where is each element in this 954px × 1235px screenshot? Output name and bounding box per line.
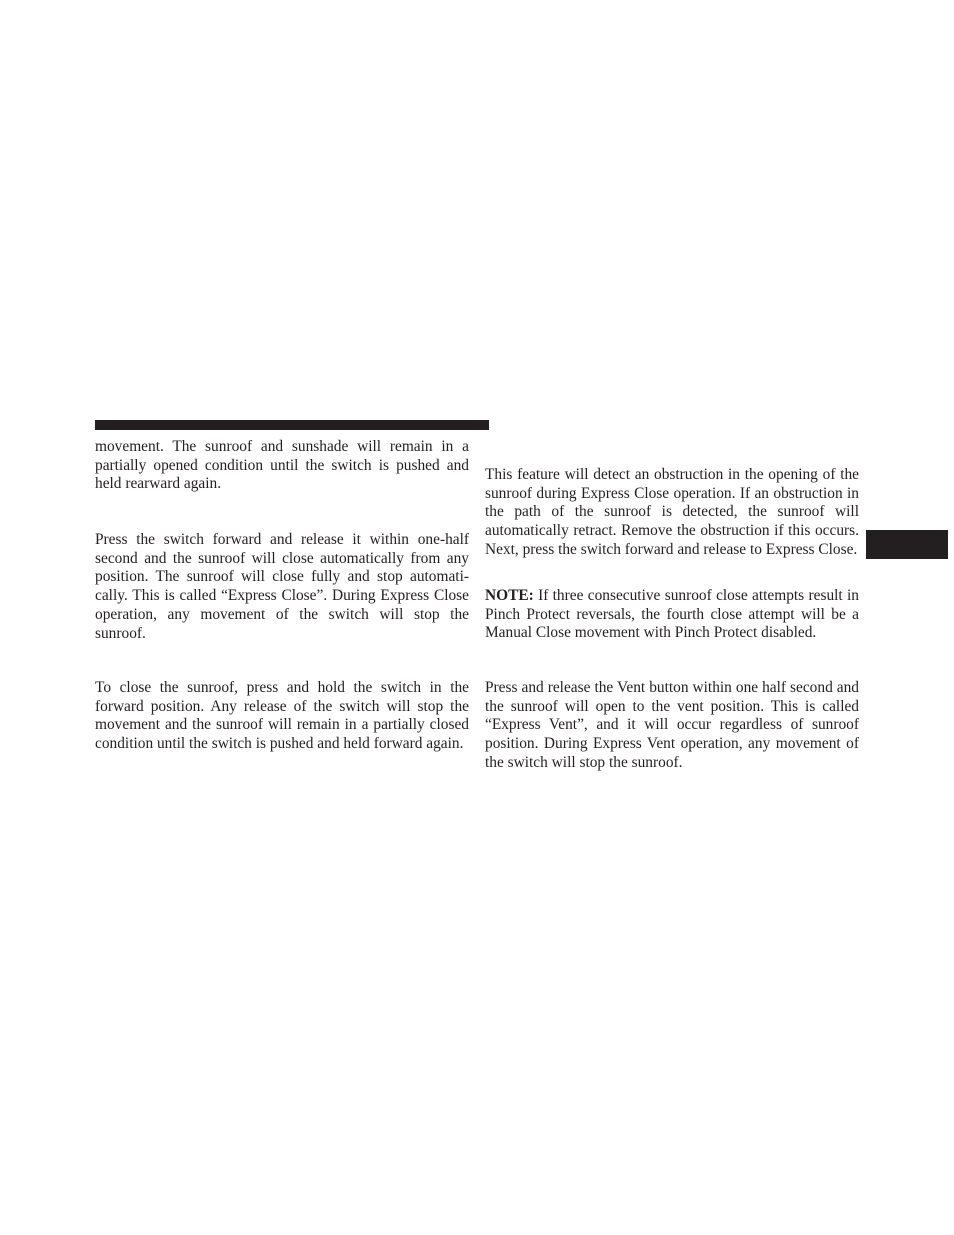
header-rule — [95, 420, 489, 430]
right-note — [485, 587, 859, 643]
left-paragraph-manual-close: To close the sunroof, press and hold the switch in the forward position. Any release of the switch will stop the movement and the sunroof will remain in a partially closed condition until the switch is pushed and held forward again. — [95, 679, 469, 753]
right-paragraph-pinch-protect: This feature will detect an obstruction in the opening of the sunroof during Express Close operation. If an obstruction in the path of the sunroof is detected, the sunroof will automatically retract. Remove the obstruction if this occurs. Next, press the switch forward and release to Express Close. — [485, 466, 859, 558]
note-text: If three consecutive sunroof close attempts result in Pinch Protect reversals, the fourth close attempt will be a Manual Close movement with Pinch Protect disabled. — [485, 587, 859, 642]
note-label: NOTE: — [485, 587, 534, 604]
left-paragraph-express-close: Press the switch forward and release it within one-half second and the sunroof will close automatically from any position. The sunroof will close fully and stop automatically. This is called “Express Close”. During Express Close operation, any movement of the switch will stop the sunroof. — [95, 531, 469, 642]
right-paragraph-express-vent: Press and release the Vent button within one half second and the sunroof will open to the vent position. This is called “Express Vent”, and it will occur regardless of sunroof position. During Express Vent operation, any movement of the switch will stop the sunroof. — [485, 679, 859, 771]
chapter-tab — [866, 530, 948, 559]
left-paragraph-movement: movement. The sunroof and sunshade will remain in a partially opened condition until the switch is pushed and held rearward again. — [95, 438, 469, 493]
